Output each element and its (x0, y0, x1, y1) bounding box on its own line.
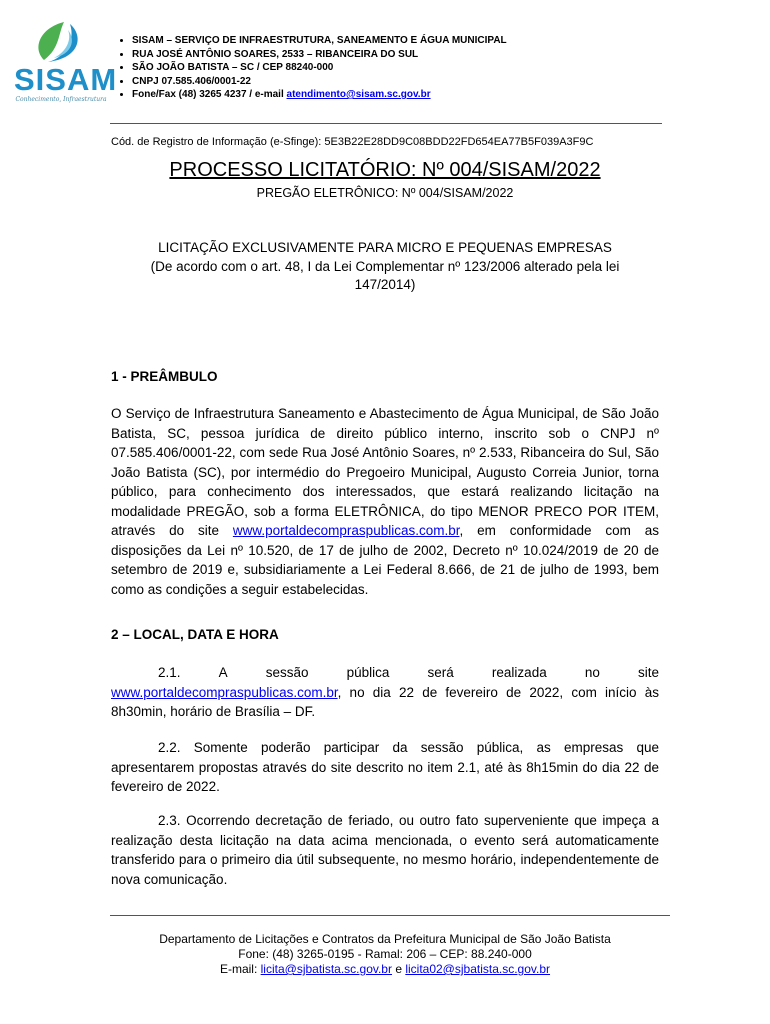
preambulo-text-b: , em conformidade com as disposições da Lei nº 10.520, de 17 de julho de 2002, Decreto nº 10.024/2019 de 20 de setembro de 2019 e, subsidiariamente a Lei Federal 8.666, de 21 de julho de 1993, bem como as condições a seguir estabelecidas. (111, 523, 659, 597)
logo-wordmark: SISAM (14, 62, 118, 97)
paragraph-2-1 (111, 663, 659, 722)
header-email-link[interactable]: atendimento@sisam.sc.gov.br (286, 89, 431, 100)
preambulo-text-a: O Serviço de Infraestrutura Saneamento e Abastecimento de Água Municipal, de São João Batista, SC, pessoa jurídica de direito público interno, inscrito sob o CNPJ nº 07.585.406/0001-22, com sede Rua José Antônio Soares, nº 2.533, Ribanceira do Sul, São João Batista (SC), por intermédio do Pregoeiro Municipal, Augusto Correia Junior, torna público, para conhecimento dos interessados, que estará realizando licitação na modalidade PREGÃO, sob a forma ELETRÔNICA, do tipo MENOR PRECO POR ITEM, através do site (111, 406, 659, 538)
acordo-notice: (De acordo com o art. 48, I da Lei Complementar nº 123/2006 alterado pela lei 147/2014) (150, 259, 620, 292)
header-contact-list (110, 34, 507, 102)
contact-line: • CNPJ 07.585.406/0001-22 (132, 75, 507, 89)
footer-email-link-1[interactable]: licita@sjbatista.sc.gov.br (260, 962, 392, 976)
header-divider (110, 123, 662, 124)
contact-line: • RUA JOSÉ ANTÔNIO SOARES, 2533 – RIBANCEIRA DO SUL (132, 48, 507, 62)
water-drop-leaf-icon (14, 18, 108, 68)
paragraph-2-3: 2.3. Ocorrendo decretação de feriado, ou outro fato superveniente que impeça a realização desta licitação na data acima mencionada, o evento será automaticamente transferido para o primeiro dia útil subsequente, no mesmo horário, independentemente de nova comunicação. (111, 813, 659, 887)
portal-link-2[interactable]: www.portaldecompraspublicas.com.br (111, 684, 338, 700)
exclusiva-notice: LICITAÇÃO EXCLUSIVAMENTE PARA MICRO E PEQUENAS EMPRESAS (158, 240, 612, 255)
paragraph-2-2: 2.2. Somente poderão participar da sessão pública, as empresas que apresentarem propostas através do site descrito no item 2.1, até às 8h15min do dia 22 de fevereiro de 2022. (111, 740, 659, 794)
phone-text: Fone/Fax (48) 3265 4237 / e-mail (132, 89, 287, 100)
portal-link[interactable]: www.portaldecompraspublicas.com.br (232, 523, 460, 538)
footer-divider (110, 915, 670, 916)
registro-code: Cód. de Registro de Informação (e-Sfinge): 5E3B22E28DD9C08BDD22FD654EA77B5F039A3F9C (111, 136, 594, 148)
contact-line-phone-email (132, 88, 507, 102)
pregao-subtitle: PREGÃO ELETRÔNICO: Nº 004/SISAM/2022 (256, 186, 514, 200)
sisam-logo (14, 18, 118, 104)
footer-email-link-2[interactable]: licita02@sjbatista.sc.gov.br (405, 962, 551, 976)
page-footer (0, 932, 770, 977)
footer-department: Departamento de Licitações e Contratos da Prefeitura Municipal de São João Batista (159, 932, 611, 946)
section-2-heading: 2 – LOCAL, DATA E HORA (111, 627, 279, 642)
paragraph-2-1-first-line: 2.1. A sessão pública será realizada no site (158, 665, 659, 680)
footer-emails: E-mail: licita@sjbatista.sc.gov.br e licita02@sjbatista.sc.gov.br (219, 962, 551, 976)
processo-title: PROCESSO LICITATÓRIO: Nº 004/SISAM/2022 (169, 159, 601, 181)
logo-tagline: Conhecimento, Infraestrutura (15, 96, 107, 103)
footer-phone: Fone: (48) 3265-0195 - Ramal: 206 – CEP: 88.240-000 (238, 947, 532, 961)
paragraph-2-1-rest: www.portaldecompraspublicas.com.br, no dia 22 de fevereiro de 2022, com início às 8h30min, horário de Brasília – DF. (111, 684, 659, 719)
contact-line: • SISAM – SERVIÇO DE INFRAESTRUTURA, SANEAMENTO E ÁGUA MUNICIPAL (132, 34, 507, 48)
preambulo-paragraph (111, 404, 659, 599)
contact-line: • SÃO JOÃO BATISTA – SC / CEP 88240-000 (132, 61, 507, 75)
section-1-heading: 1 - PREÂMBULO (111, 369, 218, 384)
